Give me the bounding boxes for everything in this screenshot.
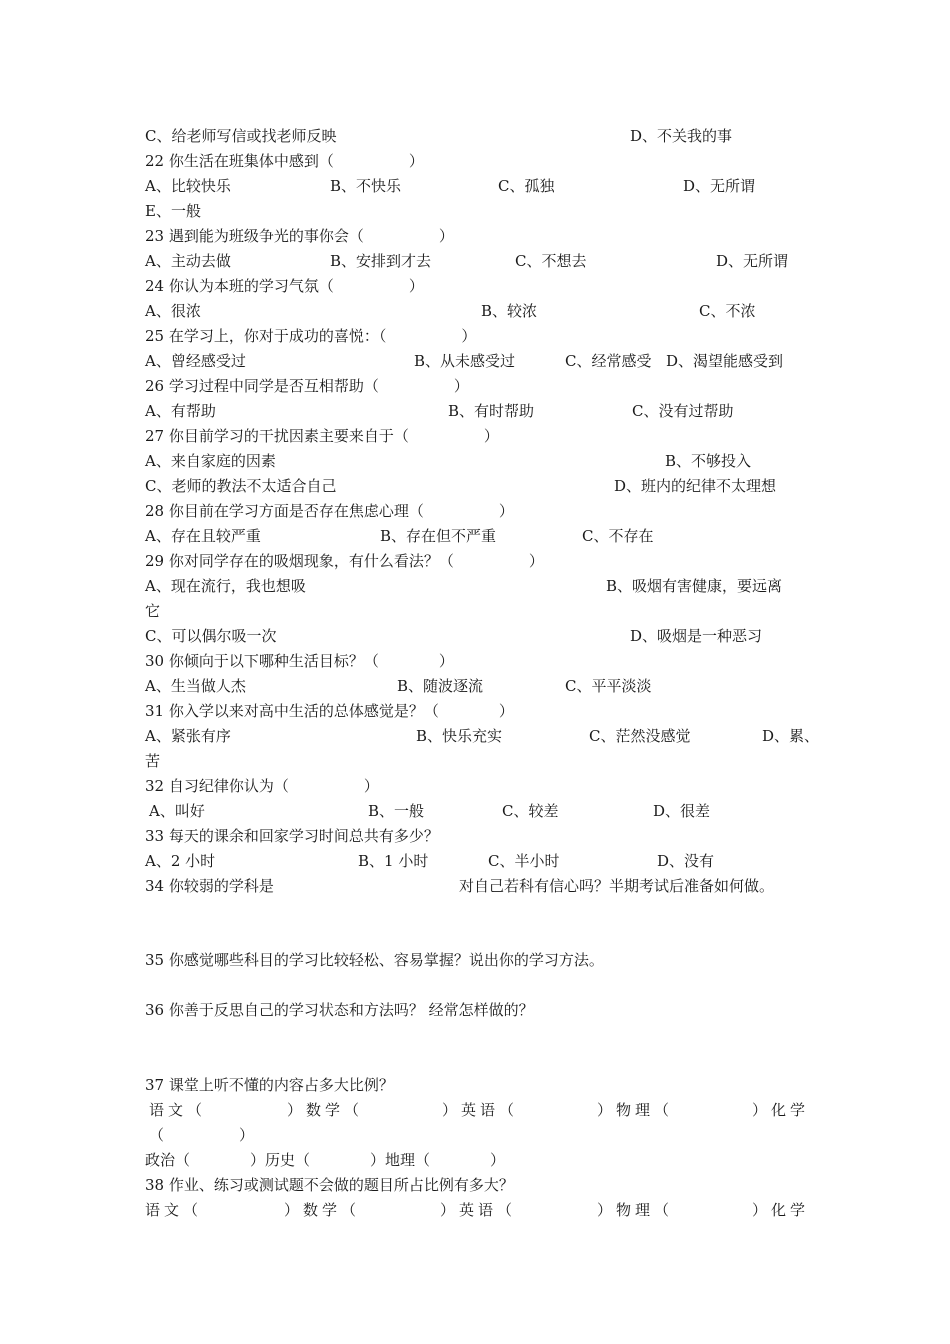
subject-chemistry-blank: （ ）: [149, 1126, 255, 1144]
option-b: B、安排到才去: [330, 252, 432, 270]
option-c: C、不存在: [582, 527, 654, 545]
option-b: B、1 小时: [358, 852, 429, 870]
subject-chinese: 语文（: [145, 1201, 203, 1219]
question-38: 38 作业、练习或测试题不会做的题目所占比例有多大？: [145, 1176, 514, 1194]
question-25: 25 在学习上，你对于成功的喜悦：（ ）: [145, 327, 477, 345]
question-30: 30 你倾向于以下哪种生活目标？（ ）: [145, 652, 454, 670]
question-33: 33 每天的课余和回家学习时间总共有多少？: [145, 827, 439, 845]
subject-math: ）数学（: [287, 1101, 364, 1119]
option-a: A、来自家庭的因素: [145, 452, 276, 470]
option-b: B、随波逐流: [397, 677, 484, 695]
question-36: 36 你善于反思自己的学习状态和方法吗？ 经常怎样做的？: [145, 1001, 534, 1019]
question-24: 24 你认为本班的学习气氛（ ）: [145, 277, 424, 295]
option-c: C、给老师写信或找老师反映: [145, 127, 337, 145]
option-b: B、存在但不严重: [380, 527, 497, 545]
option-c: C、没有过帮助: [632, 402, 734, 420]
option-b: B、不快乐: [330, 177, 402, 195]
question-23: 23 遇到能为班级争光的事你会（ ）: [145, 227, 454, 245]
question-27: 27 你目前学习的干扰因素主要来自于（ ）: [145, 427, 499, 445]
subject-english: ）英语（: [442, 1101, 519, 1119]
option-d: D、无所谓: [683, 177, 756, 195]
option-d: D、累、: [762, 727, 820, 745]
option-a: A、生当做人杰: [145, 677, 246, 695]
option-c: C、较差: [502, 802, 559, 820]
option-c: C、不浓: [699, 302, 756, 320]
option-d: D、没有: [657, 852, 715, 870]
option-c: C、不想去: [515, 252, 587, 270]
option-a: A、曾经感受过: [145, 352, 246, 370]
option-b: B、吸烟有害健康，要远离: [606, 577, 783, 595]
option-a: A、比较快乐: [145, 177, 231, 195]
option-d-continued: 苦: [145, 752, 161, 770]
subject-chemistry: ）化学: [752, 1201, 810, 1219]
question-28: 28 你目前在学习方面是否存在焦虑心理（ ）: [145, 502, 514, 520]
question-22: 22 你生活在班集体中感到（ ）: [145, 152, 424, 170]
question-29: 29 你对同学存在的吸烟现象，有什么看法？（ ）: [145, 552, 544, 570]
question-34: 34 你较弱的学科是: [145, 877, 274, 895]
option-a: A、很浓: [145, 302, 201, 320]
subject-chemistry: ）化学: [752, 1101, 810, 1119]
option-d: D、吸烟是一种恶习: [630, 627, 763, 645]
option-c: C、老师的教法不太适合自己: [145, 477, 337, 495]
option-c: C、可以偶尔吸一次: [145, 627, 277, 645]
option-b: B、从未感受过: [414, 352, 516, 370]
option-d: D、不关我的事: [630, 127, 733, 145]
question-37: 37 课堂上听不懂的内容占多大比例？: [145, 1076, 394, 1094]
subject-english: ）英语（: [440, 1201, 517, 1219]
question-26: 26 学习过程中同学是否互相帮助（ ）: [145, 377, 469, 395]
option-e: E、一般: [145, 202, 201, 220]
option-c: C、半小时: [488, 852, 560, 870]
option-c: C、茫然没感觉: [589, 727, 691, 745]
option-d: D、很差: [653, 802, 711, 820]
question-35: 35 你感觉哪些科目的学习比较轻松、容易掌握？说出你的学习方法。: [145, 951, 604, 969]
option-a: A、现在流行，我也想吸: [145, 577, 306, 595]
option-d: D、渴望能感受到: [666, 352, 784, 370]
option-b: B、较浓: [481, 302, 538, 320]
option-a: A、主动去做: [145, 252, 231, 270]
option-c: C、经常感受: [565, 352, 652, 370]
option-d: D、班内的纪律不太理想: [614, 477, 777, 495]
option-a: A、2 小时: [145, 852, 216, 870]
option-a: A、叫好: [149, 802, 205, 820]
question-32: 32 自习纪律你认为（ ）: [145, 777, 379, 795]
question-31: 31 你入学以来对高中生活的总体感觉是？（ ）: [145, 702, 514, 720]
option-a: A、有帮助: [145, 402, 216, 420]
subject-physics: ）物理（: [597, 1201, 674, 1219]
subjects-politics-history-geography: 政治（ ）历史（ ）地理（ ）: [145, 1151, 506, 1169]
option-b-continued: 它: [145, 602, 161, 620]
option-d: D、无所谓: [716, 252, 789, 270]
option-b: B、一般: [368, 802, 425, 820]
option-b: B、有时帮助: [448, 402, 535, 420]
option-a: A、存在且较严重: [145, 527, 261, 545]
option-c: C、平平淡淡: [565, 677, 652, 695]
question-34-continued: 对自己若科有信心吗？半期考试后准备如何做。: [459, 877, 775, 895]
option-b: B、不够投入: [665, 452, 752, 470]
option-c: C、孤独: [498, 177, 555, 195]
subject-chinese: 语文（: [149, 1101, 207, 1119]
subject-math: ）数学（: [284, 1201, 361, 1219]
option-a: A、紧张有序: [145, 727, 231, 745]
option-b: B、快乐充实: [416, 727, 503, 745]
subject-physics: ）物理（: [597, 1101, 674, 1119]
